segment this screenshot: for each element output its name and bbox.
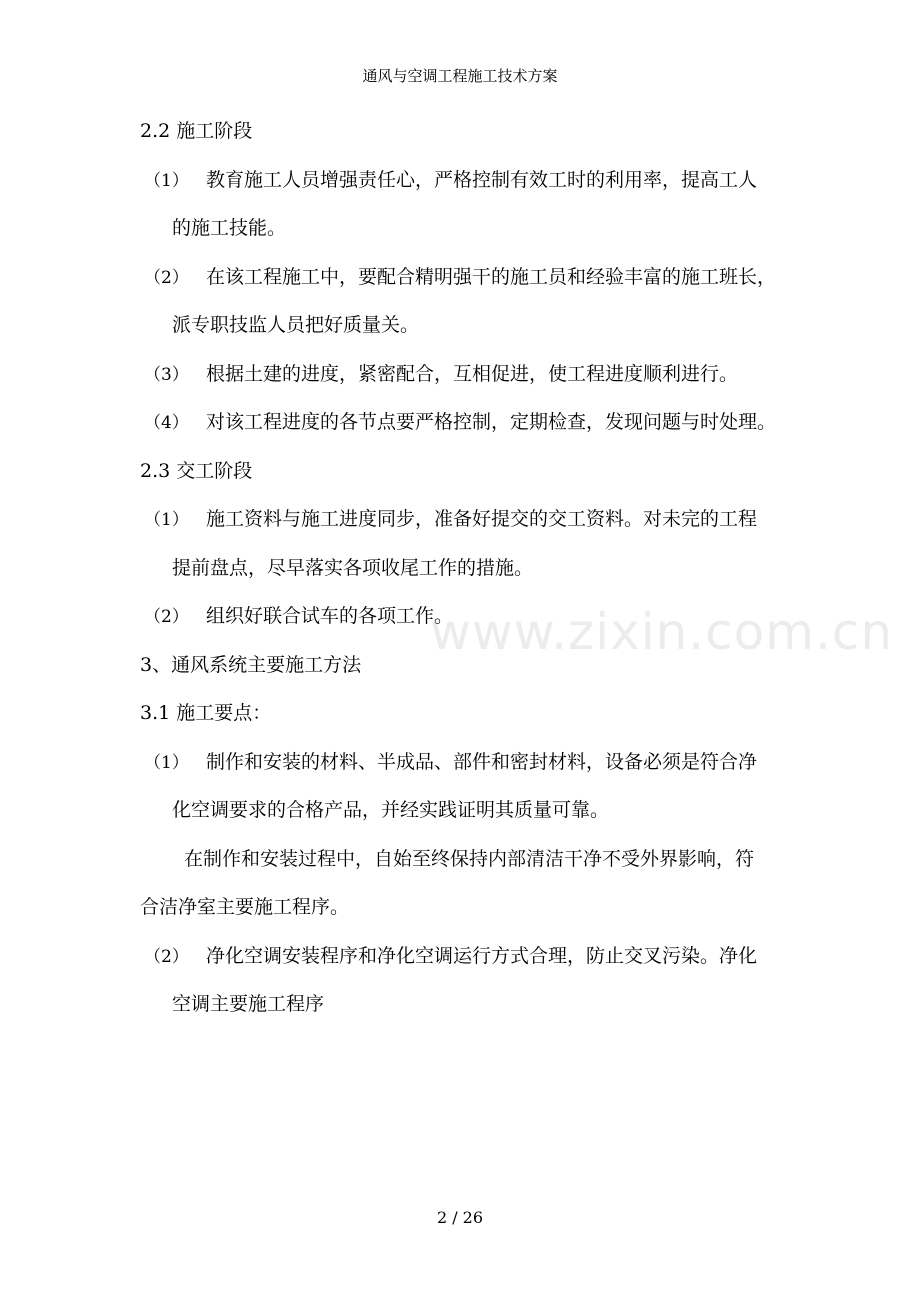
document-body: [140, 119, 790, 1041]
item-number: （4）: [144, 413, 189, 433]
item-number: （1）: [144, 752, 189, 773]
item-continuation: 派专职技监人员把好质量关。: [172, 314, 420, 336]
item-number: （1）: [144, 170, 189, 191]
list-item: [140, 944, 790, 993]
list-item: [140, 362, 790, 411]
list-item: [140, 168, 790, 217]
paragraph-continuation: 合洁净室主要施工程序。: [140, 896, 350, 918]
item-continuation: 的施工技能。: [172, 217, 287, 239]
paragraph: 在制作和安装过程中，自始至终保持内部清洁干净不受外界影响，符: [184, 847, 755, 870]
item-text: 净化空调安装程序和净化空调运行方式合理，防止交叉污染。净化: [206, 944, 758, 967]
item-text: 教育施工人员增强责任心，严格控制有效工时的利用率，提高工人: [206, 168, 758, 191]
page-number: 2 / 26: [436, 1208, 484, 1227]
item-continuation: 提前盘点，尽早落实各项收尾工作的措施。: [172, 556, 534, 579]
list-item: [140, 507, 790, 556]
list-item: [140, 265, 790, 314]
item-text: 对该工程进度的各节点要严格控制，定期检查，发现问题与时处理。: [206, 411, 777, 433]
item-number: （1）: [144, 510, 189, 530]
section-heading-2-2: 2.2 施工阶段: [140, 120, 253, 142]
section-heading-3: 3、通风系统主要施工方法: [140, 653, 362, 676]
item-number: （2）: [144, 267, 189, 288]
item-number: （2）: [144, 607, 189, 627]
section-heading-3-1: 3.1 施工要点：: [140, 702, 272, 724]
item-number: （2）: [144, 946, 189, 967]
list-item: [140, 750, 790, 799]
item-number: （3）: [144, 364, 189, 385]
item-text: 在该工程施工中，要配合精明强干的施工员和经验丰富的施工班长，: [206, 265, 777, 288]
section-heading-2-3: 2.3 交工阶段: [140, 459, 253, 482]
watermark: www.zixin.com.cn: [430, 603, 894, 661]
list-item: [140, 410, 790, 459]
item-text: 制作和安装的材料、半成品、部件和密封材料，设备必须是符合净: [206, 750, 758, 773]
item-text: 组织好联合试车的各项工作。: [206, 605, 454, 627]
item-text: 施工资料与施工进度同步，准备好提交的交工资料。对未完的工程: [206, 508, 758, 530]
item-continuation: 空调主要施工程序: [172, 993, 325, 1015]
document-header: 通风与空调工程施工技术方案: [362, 67, 558, 85]
item-text: 根据土建的进度，紧密配合，互相促进，使工程进度顺利进行。: [206, 362, 739, 385]
item-continuation: 化空调要求的合格产品，并经实践证明其质量可靠。: [172, 799, 610, 821]
